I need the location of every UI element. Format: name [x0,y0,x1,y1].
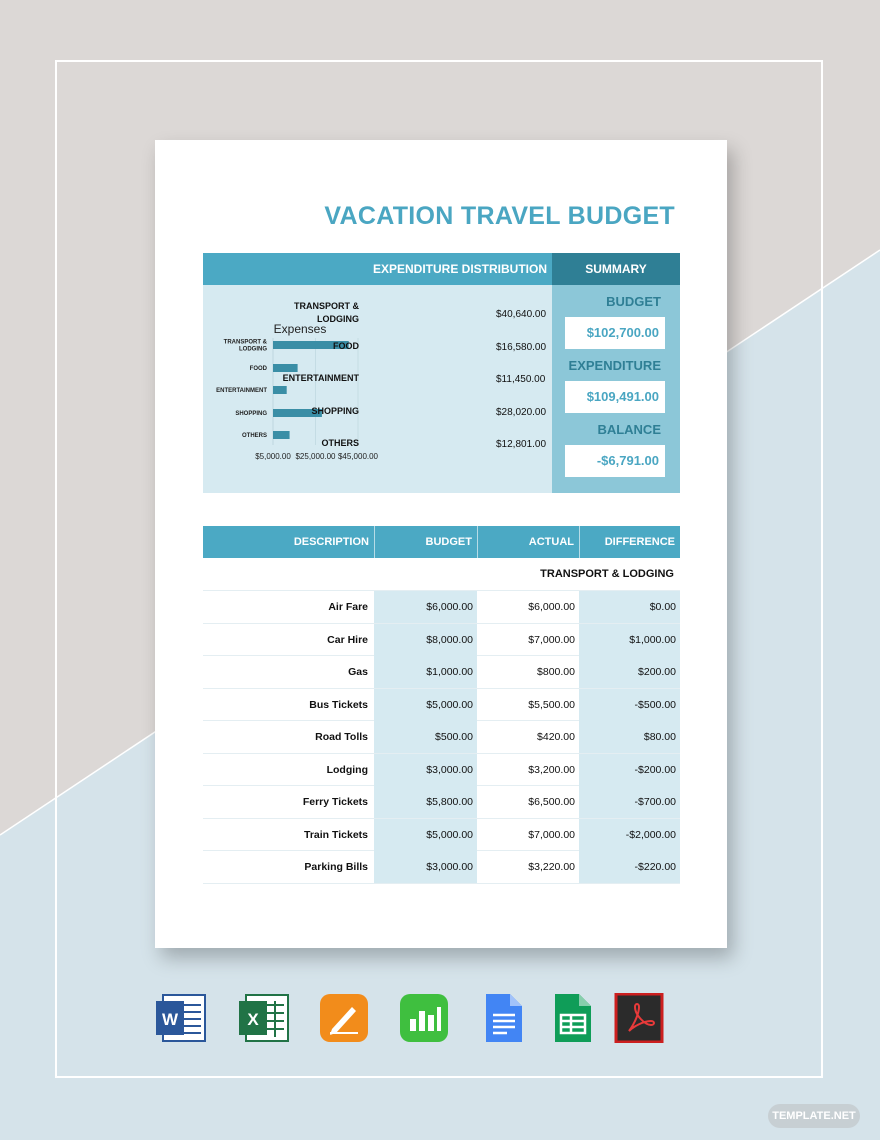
row-actual: $3,220.00 [528,861,575,873]
numbers-icon[interactable] [398,993,450,1043]
svg-text:X: X [247,1010,259,1029]
category-amount: $16,580.00 [496,342,547,353]
row-actual: $6,000.00 [528,601,575,613]
row-difference: -$500.00 [579,689,680,721]
row-description: Gas [348,666,368,678]
distribution-header [203,253,552,285]
category-name: ENTERTAINMENT [282,373,359,383]
table-row [203,786,680,819]
brand-badge[interactable]: TEMPLATE.NET [768,1104,860,1128]
row-description: Train Tickets [303,828,368,841]
table-row [203,851,680,884]
row-difference: -$220.00 [579,851,680,883]
page-title: VACATION TRAVEL BUDGET [324,202,675,230]
table-row [203,754,680,787]
row-actual: $5,500.00 [528,698,575,711]
category-amount: $11,450.00 [496,374,546,385]
row-budget: $5,000.00 [374,819,477,851]
summary-header [552,253,680,285]
chart-category-label: SHOPPING [235,411,267,417]
expenditure-label: EXPENDITURE [568,358,661,373]
header-budget: BUDGET [425,536,472,548]
row-actual: $3,200.00 [528,763,575,776]
row-budget: $1,000.00 [374,656,477,688]
table-row [203,689,680,722]
google-docs-icon[interactable] [476,993,528,1043]
category-amount: $40,640.00 [496,309,547,320]
row-difference: $0.00 [579,591,680,623]
row-budget: $500.00 [374,721,477,753]
row-description: Bus Tickets [309,698,368,711]
chart-category-label: LODGING [239,346,267,353]
expenditure-value: $109,491.00 [565,381,665,413]
chart-category-label: ENTERTAINMENT [216,388,267,394]
budget-label: BUDGET [606,294,661,309]
excel-icon[interactable] [238,993,290,1043]
chart-title: Expenses [273,323,327,336]
category-name: FOOD [333,341,359,351]
row-actual: $800.00 [537,666,575,678]
google-sheets-icon[interactable] [545,993,597,1043]
section-label: TRANSPORT & LODGING [540,568,674,580]
chart-category-label: OTHERS [241,433,267,439]
budget-table [203,526,680,884]
row-actual: $6,500.00 [528,796,575,808]
row-description: Ferry Tickets [302,796,368,808]
row-budget: $3,000.00 [374,851,477,883]
category-name: SHOPPING [311,406,359,416]
chart-category-label: TRANSPORT & [223,339,267,346]
header-actual: ACTUAL [528,536,574,548]
row-description: Road Tolls [315,731,368,743]
budget-value: $102,700.00 [565,317,665,349]
pages-icon[interactable] [318,993,370,1043]
row-difference: $1,000.00 [579,624,680,656]
table-row [203,721,680,754]
row-difference: $200.00 [579,656,680,688]
header-description: DESCRIPTION [293,536,369,548]
table-header [203,526,680,558]
row-budget: $8,000.00 [374,624,477,656]
row-actual: $7,000.00 [528,633,575,646]
row-actual: $420.00 [537,731,575,743]
word-icon[interactable] [155,993,207,1043]
row-difference: $80.00 [579,721,680,753]
balance-label: BALANCE [597,422,661,437]
table-row [203,591,680,624]
row-difference: -$700.00 [579,786,680,818]
document-page [155,140,727,948]
row-description: Car Hire [327,633,368,646]
chart-tick-label: $25,000.00 [295,452,336,461]
expenditure-panel [203,253,680,493]
balance-value: -$6,791.00 [565,445,665,477]
table-row [203,819,680,852]
row-budget: $5,800.00 [374,786,477,818]
row-description: Lodging [326,763,368,776]
category-name: OTHERS [321,438,359,448]
chart-tick-label: $45,000.00 [337,452,379,461]
summary-header-label: SUMMARY [585,262,647,276]
row-budget: $5,000.00 [374,689,477,721]
category-amount: $28,020.00 [496,407,547,418]
row-budget: $3,000.00 [374,754,477,786]
row-difference: -$200.00 [579,754,680,786]
row-budget: $6,000.00 [374,591,477,623]
row-difference: -$2,000.00 [579,819,680,851]
chart-bar [273,364,298,372]
table-row [203,624,680,657]
category-amount: $12,801.00 [496,439,547,450]
chart-bar [273,386,287,394]
category-name: TRANSPORT & LODGING [294,301,359,324]
header-difference: DIFFERENCE [604,536,675,548]
row-description: Parking Bills [304,861,368,873]
distribution-body [203,285,552,493]
chart-tick-label: $5,000.00 [255,452,291,461]
svg-text:W: W [161,1010,179,1029]
table-row [203,656,680,689]
row-actual: $7,000.00 [528,828,575,841]
distribution-header-label: EXPENDITURE DISTRIBUTION [372,262,547,276]
section-row [203,558,680,591]
acrobat-icon[interactable] [613,993,665,1043]
summary-body [552,285,680,493]
chart-category-label: FOOD [249,366,267,372]
row-description: Air Fare [328,601,368,613]
